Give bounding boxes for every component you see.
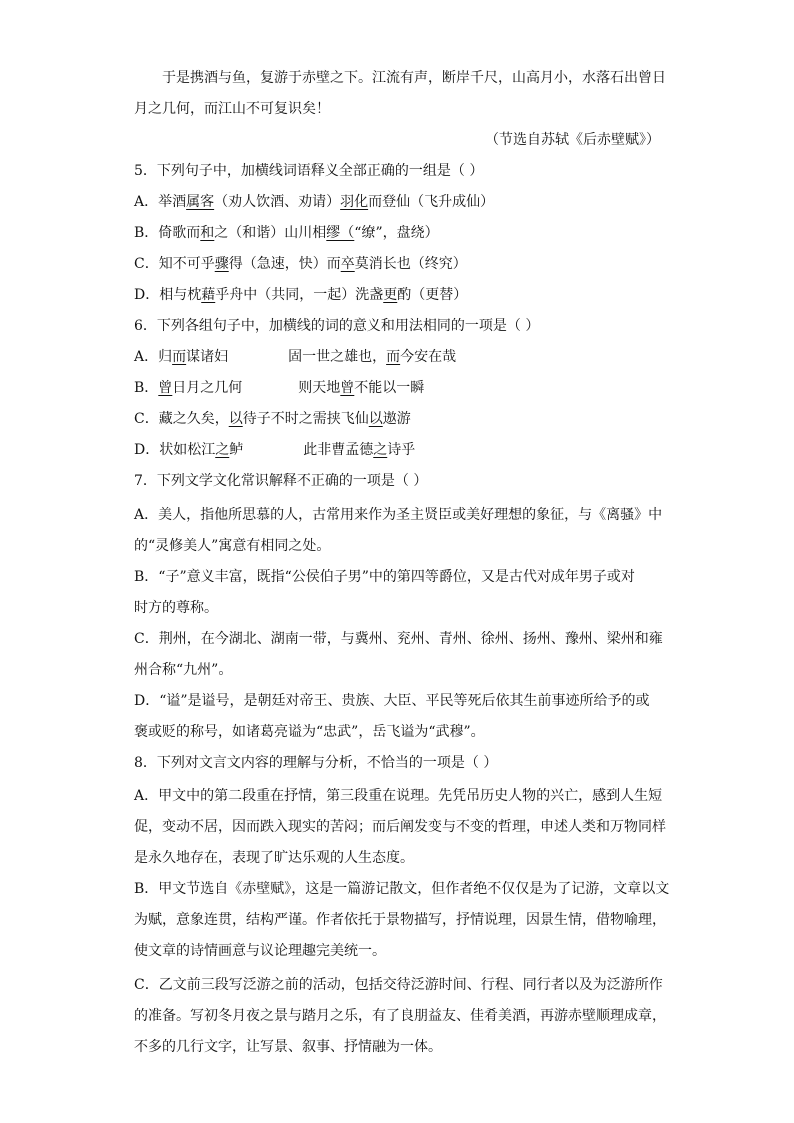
option-text: 遨游 <box>382 411 411 427</box>
option-text: 此非曹孟德 <box>303 442 374 458</box>
question-7-option-c: C．荆州，在今湖北、湖南一带，与冀州、兖州、青州、徐州、扬州、豫州、梁州和雍 <box>134 631 663 647</box>
underlined-word: 更 <box>383 287 398 303</box>
passage-line: 月之几何，而江山不可复识矣！ <box>134 101 330 117</box>
question-7-option-d: D．“谥”是谥号，是朝廷对帝王、贵族、大臣、平民等死后依其生前事迹所给予的或 <box>134 693 650 709</box>
question-6-stem: 6．下列各组句子中，加横线的词的意义和用法相同的一项是（ ） <box>134 318 540 334</box>
option-text: B． <box>134 380 159 396</box>
option-text: 莫消长也（终究） <box>354 256 467 272</box>
underlined-word: 之 <box>215 442 230 458</box>
question-5-option-c <box>134 254 467 274</box>
question-8-option-c-cont: 不多的几行文字，让写景、叙事、抒情融为一体。 <box>134 1039 442 1055</box>
question-8-option-b: B．甲文节选自《赤壁赋》，这是一篇游记散文，但作者绝不仅仅是为了记游，文章以文 <box>134 881 670 897</box>
option-text: 鲈 <box>229 442 244 458</box>
option-text: A．归 <box>134 349 173 365</box>
question-8-option-a-cont: 促，变动不居，因而跌入现实的苦闷；而后阐发变与不变的哲理，申述人类和万物同样 <box>134 819 666 835</box>
question-7-option-c-cont: 州合称“九州”。 <box>134 662 233 678</box>
option-text: 固一世之雄也， <box>288 349 387 365</box>
underlined-word: 属客 <box>186 194 215 210</box>
question-7-option-a: A．美人，指他所思慕的人，古常用来作为圣主贤臣或美好理想的象征，与《离骚》中 <box>134 507 663 523</box>
option-text: D．相与枕 <box>134 287 202 303</box>
question-6-option-d <box>134 440 415 460</box>
question-8-option-b-cont: 使文章的诗情画意与议论理趣完美统一。 <box>134 943 386 959</box>
option-text: 待子不时之需挟飞仙 <box>242 411 369 427</box>
underlined-word: 而 <box>386 349 401 365</box>
underlined-word: 以 <box>368 411 383 427</box>
question-8-stem: 8．下列对文言文内容的理解与分析，不恰当的一项是（ ） <box>134 755 498 771</box>
underlined-word: 藉 <box>201 287 216 303</box>
underlined-word: 曾 <box>340 380 355 396</box>
underlined-word: 卒 <box>340 256 355 272</box>
question-5-option-d <box>134 285 467 305</box>
question-7-option-d-cont: 褒或贬的称号，如诸葛亮谥为“忠武”，岳飞谥为“武穆”。 <box>134 724 485 740</box>
option-text: 而登仙（飞升成仙） <box>368 194 495 210</box>
question-6-option-c <box>134 409 411 429</box>
underlined-word: 以 <box>228 411 243 427</box>
option-text: B．倚歌而 <box>134 225 201 241</box>
question-8-option-c: C．乙文前三段写泛游之前的活动，包括交待泛游时间、行程、同行者以及为泛游所作 <box>134 977 663 993</box>
question-5-stem: 5．下列句子中，加横线词语释义全部正确的一组是（ ） <box>134 163 484 179</box>
underlined-word: 曾 <box>158 380 173 396</box>
option-text: 之（和谐）山川相 <box>214 225 327 241</box>
option-text: 今安在哉 <box>400 349 457 365</box>
question-8-option-a-cont: 是永久地存在，表现了旷达乐观的人生态度。 <box>134 850 414 866</box>
question-5-option-a <box>134 192 494 212</box>
question-5-option-b <box>134 223 439 243</box>
option-text: C．藏之久矣， <box>134 411 229 427</box>
passage-source: （节选自苏轼《后赤壁赋》） <box>485 132 660 148</box>
passage-line: 于是携酒与鱼，复游于赤壁之下。江流有声，断岸千尺，山高月小，水落石出曾日 <box>162 70 666 86</box>
option-text: 酌（更替） <box>397 287 468 303</box>
option-text: 不能以一瞬 <box>354 380 425 396</box>
underlined-word: 缪（ <box>326 225 355 241</box>
underlined-word: 之 <box>373 442 388 458</box>
question-8-option-b-cont: 为赋，意象连贯，结构严谨。作者依托于景物描写，抒情说理，因景生情，借物喻理， <box>134 912 666 928</box>
option-text: A．举酒 <box>134 194 187 210</box>
option-text: C．知不可乎 <box>134 256 215 272</box>
question-8-option-c-cont: 的准备。写初冬月夜之景与踏月之乐，有了良朋益友、佳肴美酒，再游赤壁顺理成章， <box>134 1008 666 1024</box>
option-text: 乎舟中（共同，一起）洗盏 <box>215 287 384 303</box>
question-8-option-a: A．甲文中的第二段重在抒情，第三段重在说理。先凭吊历史人物的兴亡，感到人生短 <box>134 788 663 804</box>
option-text: 日月之几何 <box>172 380 243 396</box>
option-text: 则天地 <box>298 380 341 396</box>
question-6-option-b <box>134 378 424 398</box>
option-text: 诗乎 <box>387 442 416 458</box>
option-text: （劝人饮酒、劝请） <box>214 194 341 210</box>
underlined-word: 骤 <box>214 256 229 272</box>
option-text: 得（急速，快）而 <box>228 256 341 272</box>
question-7-option-b-cont: 时方的尊称。 <box>134 600 218 616</box>
question-7-option-a-cont: 的“灵修美人”寓意有相同之处。 <box>134 538 331 554</box>
option-text: “缭”，盘绕） <box>354 225 439 241</box>
option-text: D．状如松江 <box>134 442 216 458</box>
question-7-stem: 7．下列文学文化常识解释不正确的一项是（ ） <box>134 473 428 489</box>
question-7-option-b: B．“子”意义丰富，既指“公侯伯子男”中的第四等爵位，又是古代对成年男子或对 <box>134 569 635 585</box>
option-text: 谋诸妇 <box>186 349 229 365</box>
question-6-option-a <box>134 347 456 367</box>
underlined-word: 而 <box>172 349 187 365</box>
underlined-word: 羽化 <box>340 194 369 210</box>
underlined-word: 和 <box>200 225 215 241</box>
